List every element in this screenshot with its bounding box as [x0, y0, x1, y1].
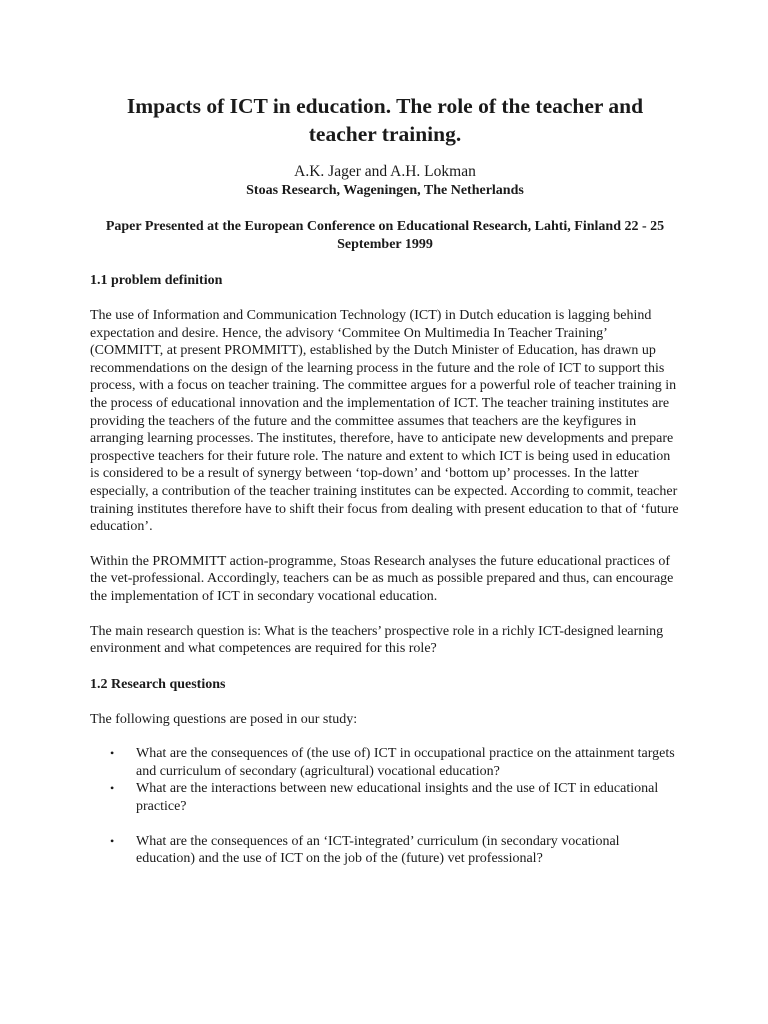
paragraph: Within the PROMMITT action-programme, Stoas Research analyses the future educational practices of the vet-professional. Accordingly, teachers can be as much as possible prepared and thus, can encourage the implementation of ICT in secondary vocational education. — [90, 553, 674, 604]
paper-authors: A.K. Jager and A.H. Lokman — [294, 163, 476, 180]
bullet-icon: • — [110, 833, 115, 848]
research-questions-list — [90, 745, 680, 868]
list-item — [90, 745, 680, 780]
bullet-icon: • — [110, 746, 115, 761]
paper-title: Impacts of ICT in education. The role of the teacher and teacher training. — [126, 94, 644, 146]
bullet-icon: • — [110, 781, 115, 796]
document-page — [90, 92, 680, 868]
list-item — [90, 833, 680, 868]
list-item — [90, 780, 680, 815]
list-item-text: What are the interactions between new educational insights and the use of ICT in educational practice? — [136, 781, 659, 815]
paper-affiliation: Stoas Research, Wageningen, The Netherlands — [246, 183, 524, 198]
list-item-text: What are the consequences of (the use of) ICT in occupational practice on the attainment targets and curriculum of secondary (agricultural) vocational education? — [136, 746, 675, 779]
paragraph: The following questions are posed in our study: — [90, 711, 358, 727]
list-item-text: What are the consequences of an ‘ICT-integrated’ curriculum (in secondary vocational education) and the use of ICT on the job of the (future) vet professional? — [136, 833, 620, 867]
section-heading-research-questions: 1.2 Research questions — [90, 676, 226, 692]
paragraph: The use of Information and Communication Technology (ICT) in Dutch education is lagging behind expectation and desire. Hence, the advisory ‘Commitee On Multimedia In Teacher Training’ (COMMITT, at present PROMMITT), established by the Dutch Minister of Education, has drawn up recommendations on the design of the learning process in the future and the role of ICT to support this process, with a focus on teacher training. The committee argues for a powerful role of teacher training in the process of educational innovation and the implementation of ICT. The teacher training institutes are providing the teachers of the future and the committee assumes that teachers are the keyfigures in arranging learning processes. The institutes, therefore, have to anticipate new developments and prepare prospective teachers for their future role. The nature and extent to which ICT is being used in education is considered to be a result of synergy between ‘top-down’ and ‘bottom up’ processes. In the latter especially, a contribution of the teacher training institutes can be expected. According to commit, teacher training institutes therefore have to shift their focus from dealing with present education to that of ‘future education’. — [90, 308, 679, 535]
presentation-note: Paper Presented at the European Conference on Educational Research, Lahti, Finland 22 - 25 September 1999 — [105, 219, 665, 252]
section-heading-problem-definition: 1.1 problem definition — [90, 273, 223, 288]
paragraph: The main research question is: What is the teachers’ prospective role in a richly ICT-designed learning environment and what competences are required for this role? — [90, 623, 664, 657]
